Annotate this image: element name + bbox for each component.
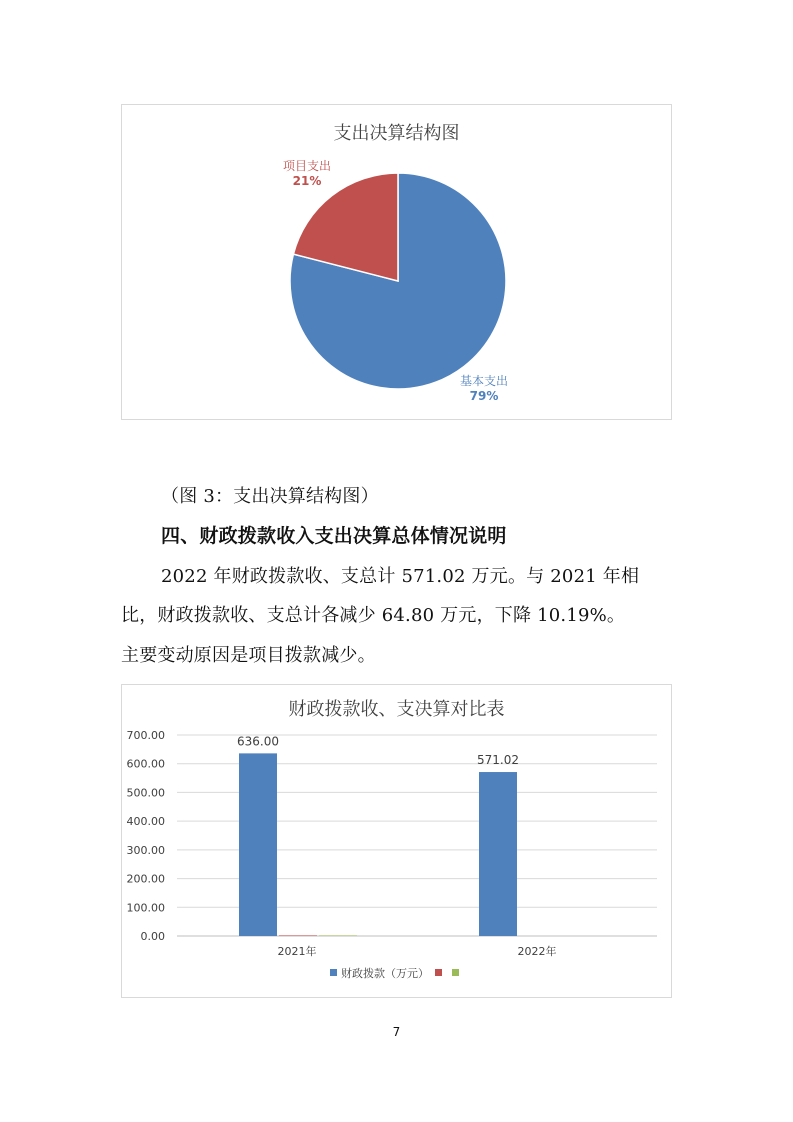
section-heading: 四、财政拨款收入支出决算总体情况说明 [161, 525, 507, 547]
y-tick-label: 100.00 [126, 901, 165, 915]
legend-swatch [330, 969, 337, 976]
bar [279, 935, 317, 936]
pie-chart [121, 104, 672, 420]
bar [479, 772, 517, 936]
pie-chart-canvas [122, 105, 671, 419]
bar [239, 753, 277, 936]
bar-chart-title: 财政拨款收、支决算对比表 [288, 699, 505, 720]
y-tick-label: 0.00 [140, 930, 165, 943]
data-label: 636.00 [237, 734, 279, 749]
bar-chart-canvas [122, 685, 671, 997]
paragraph-line: 2022 年财政拨款收、支总计 571.02 万元。与 2021 年相 [161, 566, 640, 587]
bar [319, 935, 357, 936]
pie-label-project-expense: 项目支出 [282, 159, 332, 173]
x-tick-label: 2022年 [517, 945, 557, 958]
figure-caption: （图 3：支出决算结构图） [161, 486, 379, 507]
paragraph-line: 主要变动原因是项目拨款减少。 [121, 645, 376, 666]
pie-label-basic-expense: 基本支出 [459, 374, 509, 388]
y-tick-label: 300.00 [126, 843, 165, 857]
x-tick-label: 2021年 [277, 945, 317, 958]
pie-percent-basic-expense: 79% [469, 389, 499, 403]
data-label: 571.02 [477, 753, 519, 768]
pie-percent-project-expense: 21% [292, 174, 322, 188]
y-tick-label: 600.00 [126, 757, 165, 771]
page-number: 7 [392, 1025, 401, 1039]
y-tick-label: 400.00 [126, 815, 165, 829]
bar-chart [121, 684, 672, 998]
y-tick-label: 500.00 [126, 786, 165, 800]
y-tick-label: 700.00 [126, 729, 165, 742]
legend-swatch [452, 969, 459, 976]
paragraph-line: 比，财政拨款收、支总计各减少 64.80 万元，下降 10.19%。 [121, 605, 626, 626]
y-tick-label: 200.00 [126, 872, 165, 886]
pie-chart-title: 支出决算结构图 [333, 123, 460, 144]
legend-swatch [435, 969, 442, 976]
legend-label: 财政拨款（万元） [341, 967, 429, 980]
